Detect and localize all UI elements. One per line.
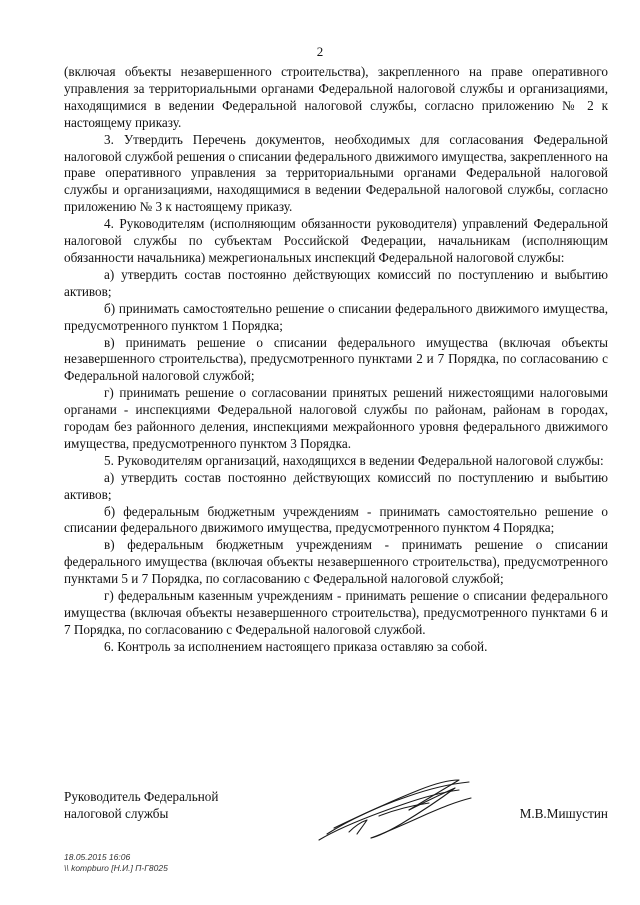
paragraph-item-3: 3. Утвердить Перечень документов, необходимых для согласования Федеральной налоговой службой решения о списании федерального движимого имущества, закрепленного на праве оперативного управления за территориальными органами Федеральной налоговой службы и организациями, находящимися в ведении Федеральной налоговой службы, согласно приложению № 3 к настоящему приказу.: [64, 131, 608, 215]
paragraph-item-5b: б) федеральным бюджетным учреждениям - принимать самостоятельно решение о списании федерального движимого имущества, предусмотренного пунктом 4 Порядка;: [64, 503, 608, 536]
paragraph-continuation: (включая объекты незавершенного строительства), закрепленного на праве оперативного управления за территориальными органами Федеральной налоговой службы и организациями, находящимися в ведении Федеральной налоговой службы, согласно приложению № 2 к настоящему приказу.: [64, 64, 608, 130]
footer-date: 18.05.2015 16:06: [64, 852, 131, 862]
paragraph-item-4g: г) принимать решение о согласовании принятых решений нижестоящими налоговыми органами - инспекциями Федеральной налоговой службы по районам, районам в городах, городам без районного деления, инспекциями межрайонного уровня федерального движимого имущества, предусмотренного пунктом 3 Порядка.: [64, 385, 608, 451]
signature-block: [64, 788, 608, 848]
footer-meta: [64, 852, 168, 874]
paragraph-item-6: 6. Контроль за исполнением настоящего приказа оставляю за собой.: [104, 638, 488, 654]
document-body: [64, 64, 608, 656]
paragraph-item-5: 5. Руководителям организаций, находящихся в ведении Федеральной налоговой службы:: [104, 452, 604, 468]
paragraph-item-5v: в) федеральным бюджетным учреждениям - принимать решение о списании федерального имущества (включая объекты незавершенного строительства), предусмотренного пунктами 5 и 7 Порядка, по согласованию с Федеральной налоговой службой;: [64, 537, 608, 587]
paragraph-item-5a: а) утвердить состав постоянно действующих комиссий по поступлению и выбытию активов;: [64, 469, 608, 502]
paragraph-item-4v: в) принимать решение о списании федерального имущества (включая объекты незавершенного строительства), предусмотренного пунктами 2 и 7 Порядка, по согласованию с Федеральной налоговой службой;: [64, 334, 608, 384]
signatory-name: М.В.Мишустин: [519, 806, 608, 821]
paragraph-item-5g: г) федеральным казенным учреждениям - принимать решение о списании федерального имущества (включая объекты незавершенного строительства), предусмотренного пунктами 6 и 7 Порядка, по согласованию с Федеральной налоговой службой.: [64, 588, 608, 637]
signatory-title: Руководитель Федеральной налоговой службы: [64, 789, 219, 821]
paragraph-item-4b: б) принимать самостоятельно решение о списании федерального движимого имущества, предусмотренного пунктом 1 Порядка;: [64, 300, 608, 333]
paragraph-item-4: 4. Руководителям (исполняющим обязанности руководителя) управлений Федеральной налоговой службы по субъектам Российской Федерации, начальникам (исполняющим обязанности начальника) межрегиональных инспекций Федеральной налоговой службы:: [64, 216, 608, 265]
page-number: 2: [316, 44, 324, 59]
handwritten-signature: [309, 776, 489, 846]
footer-file-path: \\ kompburo [Н.И.] П-Г8025: [64, 863, 168, 873]
paragraph-item-4a: а) утвердить состав постоянно действующих комиссий по поступлению и выбытию активов;: [64, 266, 608, 299]
